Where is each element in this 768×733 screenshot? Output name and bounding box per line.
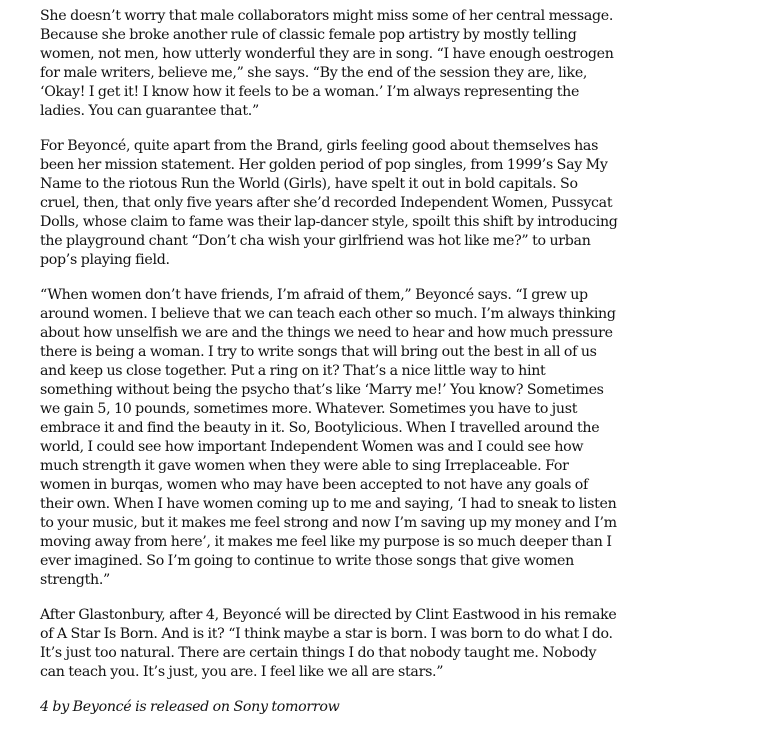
paragraph: “When women don’t have friends, I’m afraid of them,” Beyoncé says. “I grew up around women. I believe that we can teach each other so much. I’m always thinking about how unselfish we are and the things we need to hear and how much pressure there is being a woman. I try to write songs that will bring out the best in all of us and keep us close together. Put a ring on it? That’s a nice little way to hint something without being the psycho that’s like ‘Marry me!’ You know? Sometimes we gain 5, 10 pounds, sometimes more. Whatever. Sometimes you have to just embrace it and find the beauty in it. So, Bootylicious. When I travelled around the world, I could see how important Independent Women was and I could see how much strength it gave women when they were able to sing Irreplaceable. For women in burqas, women who may have been accepted to not have any goals of their own. When I have women coming up to me and saying, ‘I had to sneak to listen to your music, but it makes me feel strong and now I’m saving up my money and I’m moving away from here’, it makes me feel like my purpose is so much deeper than I ever imagined. So I’m going to continue to write those songs that give women strength.” [40,287,617,588]
release-credit: 4 by Beyoncé is released on Sony tomorrow [40,699,340,715]
paragraph: She doesn’t worry that male collaborators might miss some of her central message. Because she broke another rule of classic female pop artistry by mostly telling women, not men, how utterly wonderful they are in song. “I have enough oestrogen for male writers, believe me,” she says. “By the end of the session they are, like, ‘Okay! I get it! I know how it feels to be a woman.’ I’m always representing the ladies. You can guarantee that.” [40,8,614,119]
paragraph: After Glastonbury, after 4, Beyoncé will be directed by Clint Eastwood in his remake of A Star Is Born. And is it? “I think maybe a star is born. I was born to do what I do. It’s just too natural. There are certain things I do that nobody taught me. Nobody can teach you. It’s just, you are. I feel like we all are stars.” [40,607,617,680]
article-body [40,7,620,733]
paragraph: For Beyoncé, quite apart from the Brand, girls feeling good about themselves has been her mission statement. Her golden period of pop singles, from 1999’s Say My Name to the riotous Run the World (Girls), have spelt it out in bold capitals. So cruel, then, that only five years after she’d recorded Independent Women, Pussycat Dolls, whose claim to fame was their lap-dancer style, spoilt this shift by introducing the playground chant “Don’t cha wish your girlfriend was hot like me?” to urban pop’s playing field. [40,138,618,268]
